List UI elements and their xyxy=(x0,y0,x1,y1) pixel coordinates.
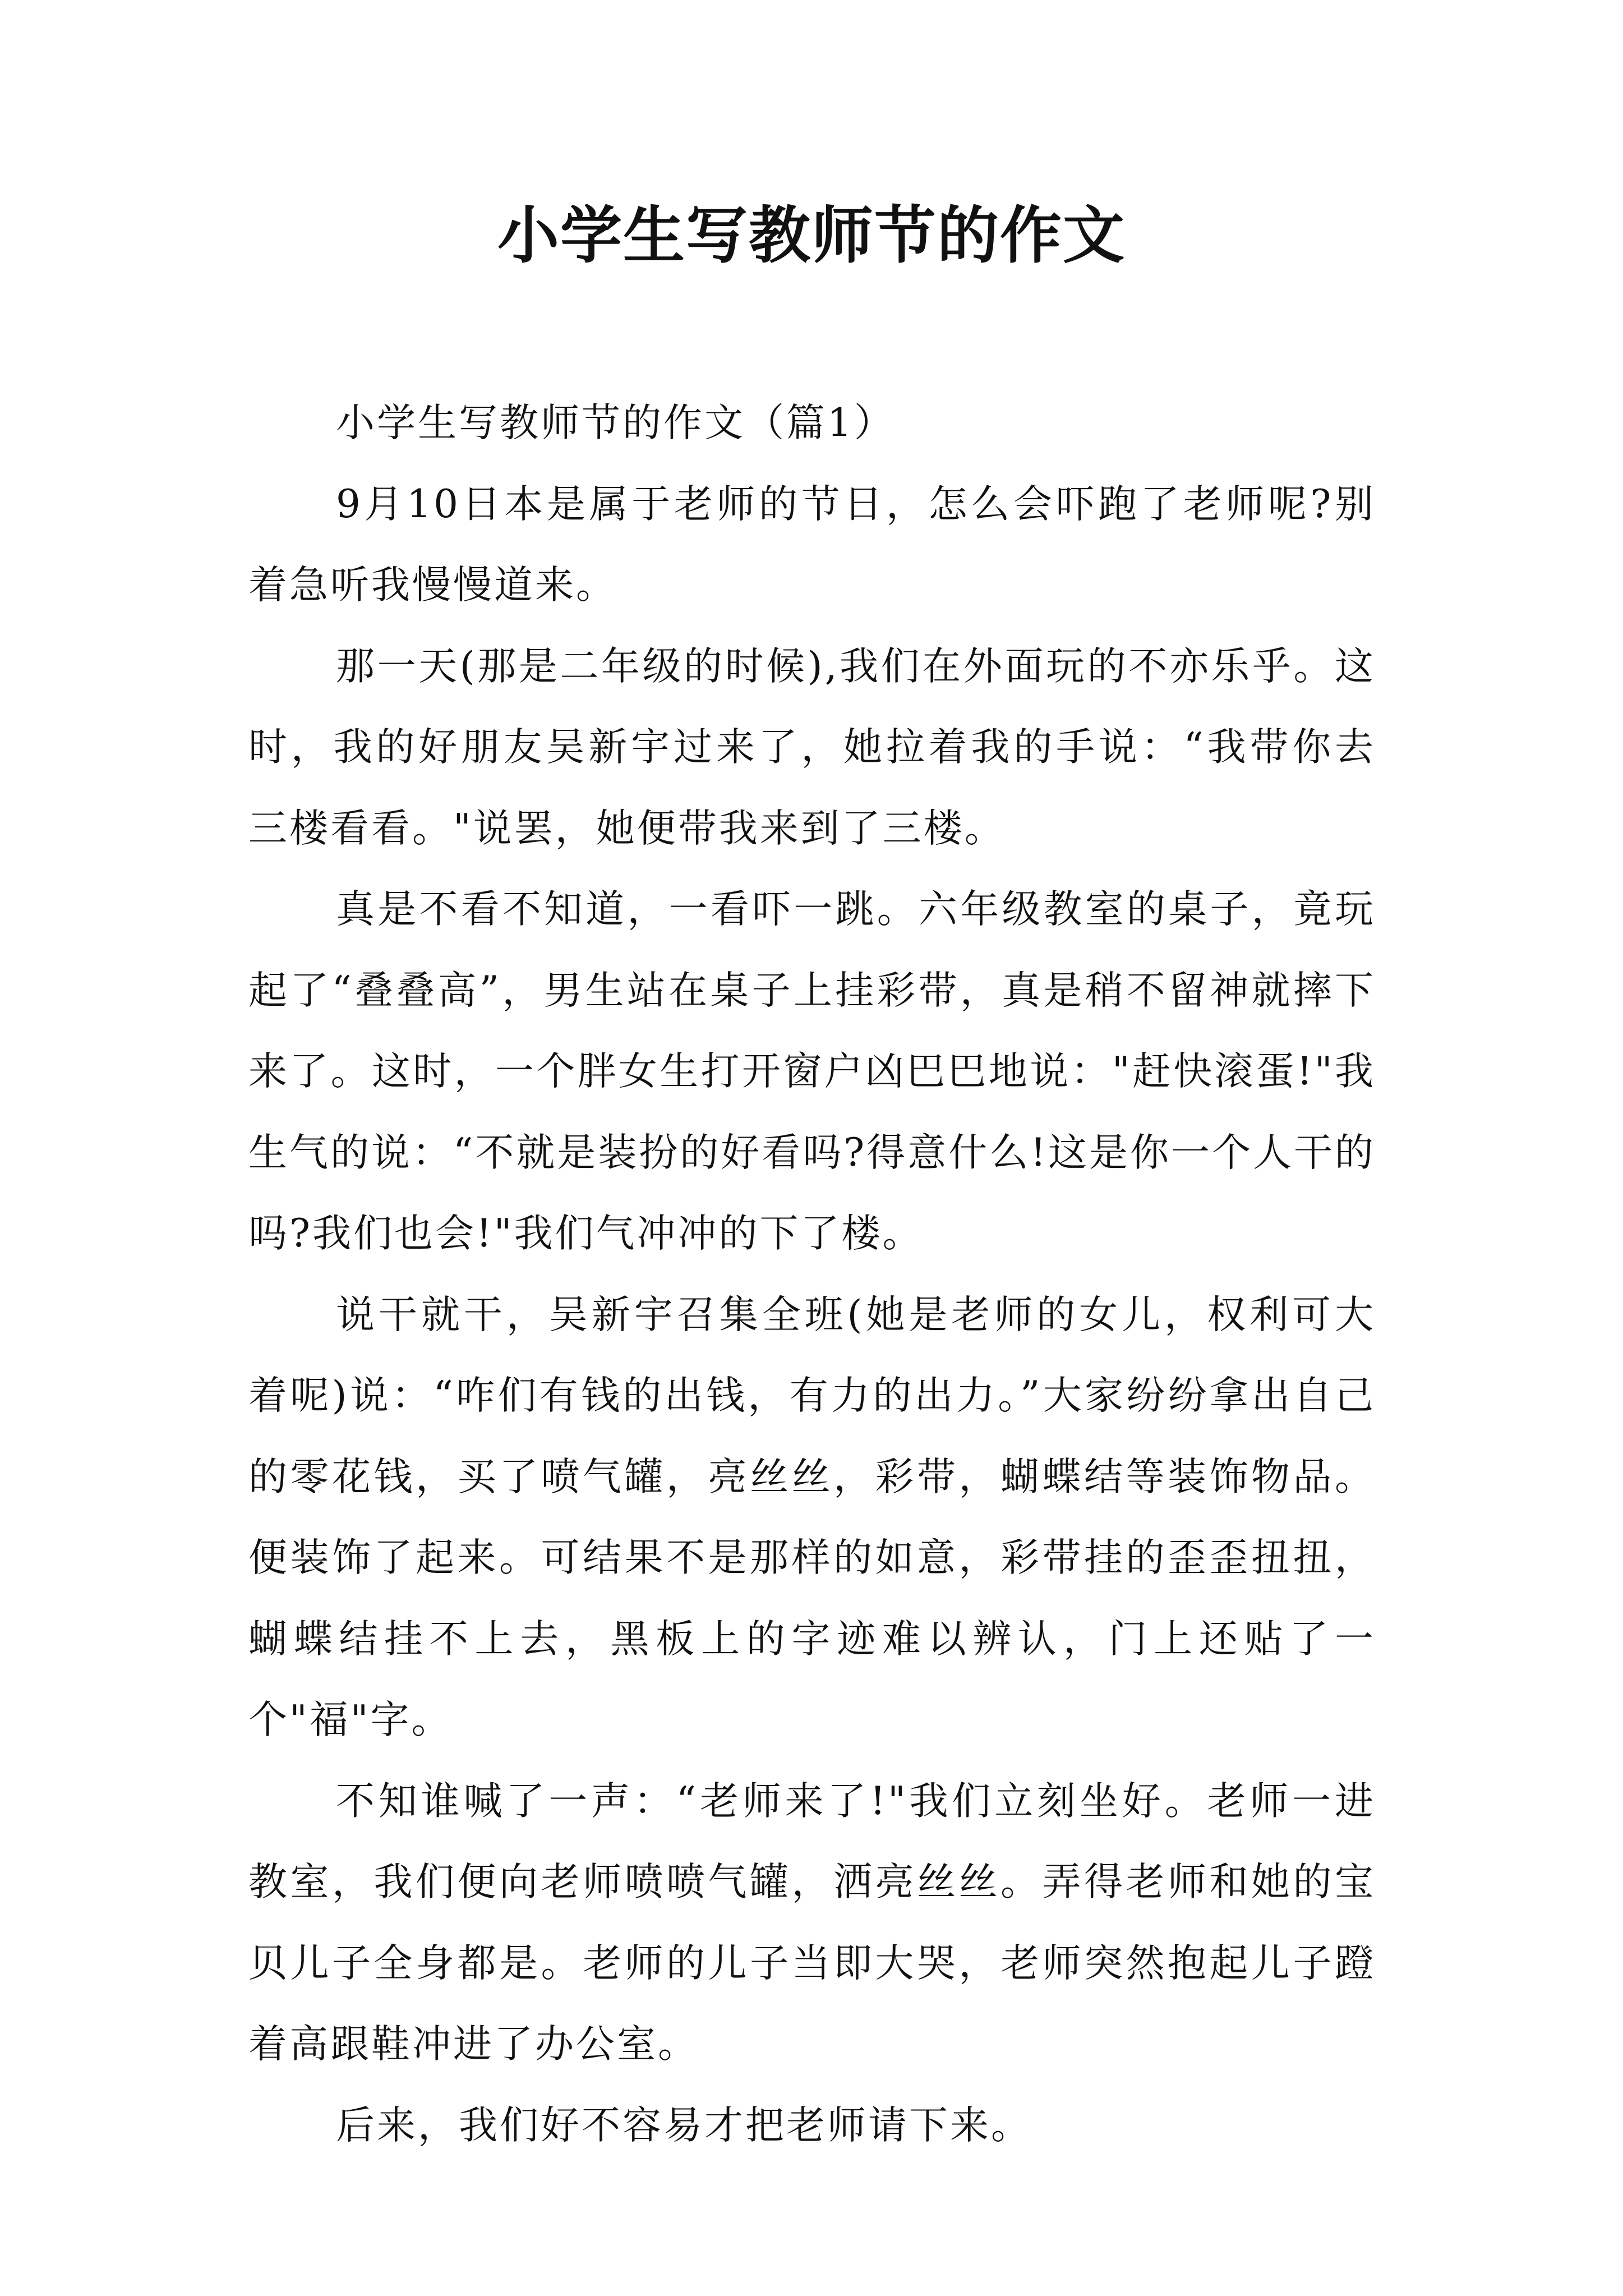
paragraph: 那一天(那是二年级的时候),我们在外面玩的不亦乐乎。这时，我的好朋友吴新宇过来了，她拉着我的手说：“我带你去三楼看看。"说罢，她便带我来到了三楼。 xyxy=(248,643,1376,851)
paragraph: 说干就干，吴新宇召集全班(她是老师的女儿，权利可大着呢)说：“咋们有钱的出钱，有力的出力。”大家纷纷拿出自己的零花钱，买了喷气罐，亮丝丝，彩带，蝴蝶结等装饰物品。便装饰了起来。可结果不是那样的如意，彩带挂的歪歪扭扭，蝴蝶结挂不上去，黑板上的字迹难以辨认，门上还贴了一个"福"字。 xyxy=(248,1292,1376,1742)
paragraph: 真是不看不知道，一看吓一跳。六年级教室的桌子，竟玩起了“叠叠高”，男生站在桌子上挂彩带，真是稍不留神就摔下来了。这时，一个胖女生打开窗户凶巴巴地说："赶快滚蛋!"我生气的说：“不就是装扮的好看吗?得意什么!这是你一个人干的吗?我们也会!"我们气冲冲的下了楼。 xyxy=(248,887,1376,1256)
paragraph: 不知谁喊了一声：“老师来了!"我们立刻坐好。老师一进教室，我们便向老师喷喷气罐，洒亮丝丝。弄得老师和她的宝贝儿子全身都是。老师的儿子当即大哭，老师突然抱起儿子蹬着高跟鞋冲进了办公室。 xyxy=(248,1778,1376,2067)
paragraph: 9月10日本是属于老师的节日，怎么会吓跑了老师呢?别着急听我慢慢道来。 xyxy=(248,481,1376,608)
document-body xyxy=(248,383,1376,2166)
document-title: 小学生写教师节的作文 xyxy=(497,199,1126,272)
paragraph: 后来，我们好不容易才把老师请下来。 xyxy=(336,2102,1032,2148)
section-heading: 小学生写教师节的作文（篇1） xyxy=(336,401,895,445)
